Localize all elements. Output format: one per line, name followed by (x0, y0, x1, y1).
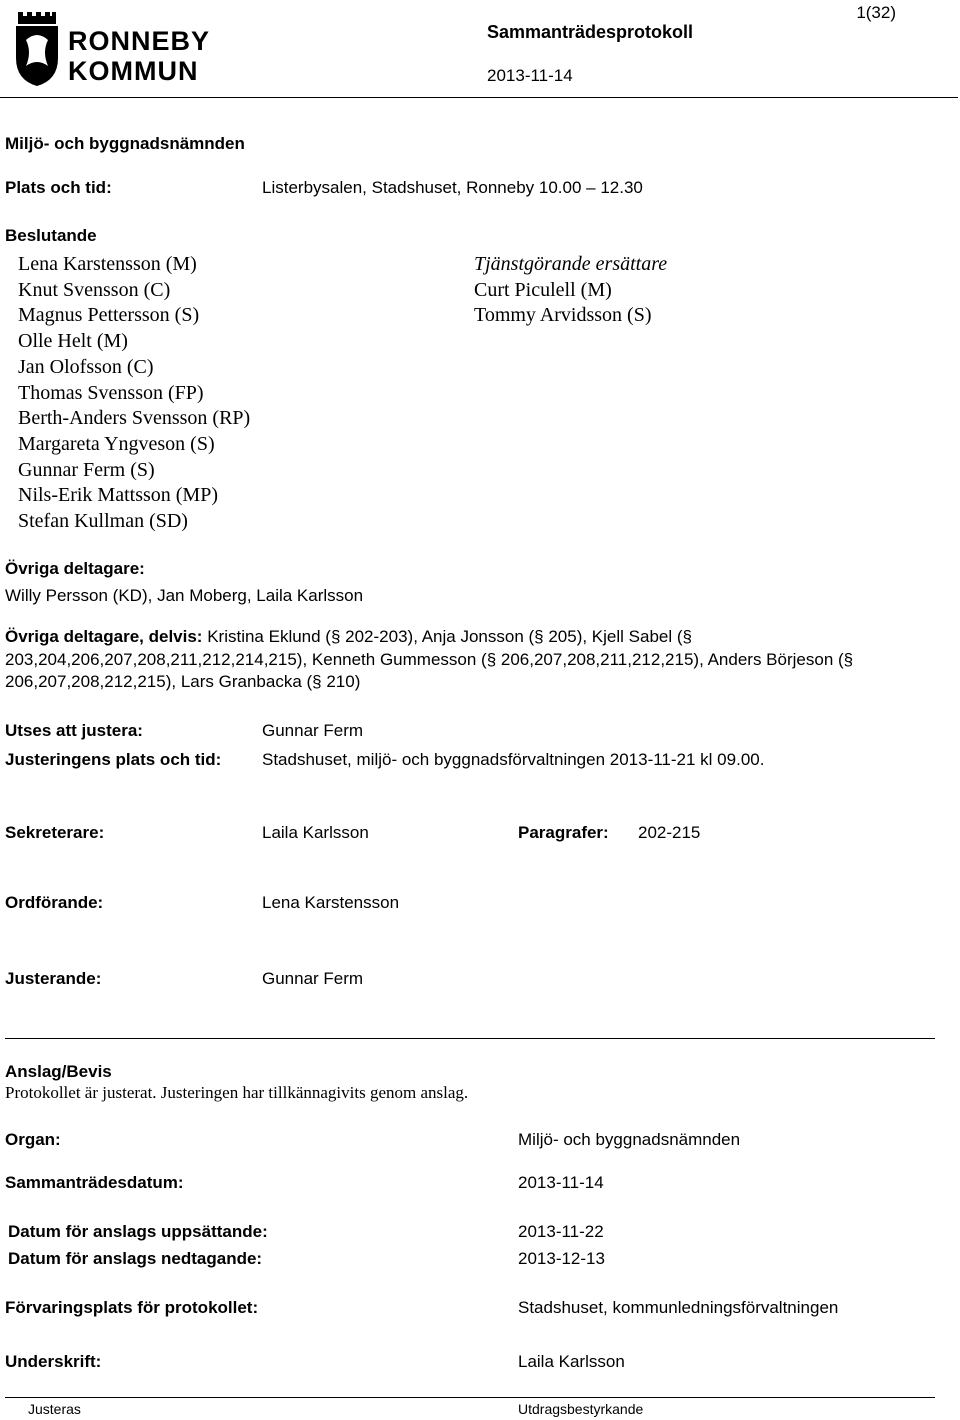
list-item: Tommy Arvidsson (S) (474, 304, 652, 327)
logo-text-kommun: KOMMUN (68, 56, 199, 86)
adjuster-value: Gunnar Ferm (262, 721, 364, 740)
list-item: Jan Olofsson (C) (18, 355, 154, 378)
substitute-list (474, 252, 667, 329)
adjusting-label: Justerande: (5, 969, 102, 988)
place-label: Plats och tid: (5, 178, 112, 197)
footer-left: Justeras (28, 1401, 81, 1417)
footer-divider (5, 1397, 935, 1398)
list-item: Knut Svensson (C) (18, 278, 171, 301)
meeting-date-label: Sammanträdesdatum: (5, 1173, 184, 1192)
notice-heading: Anslag/Bevis (5, 1062, 112, 1081)
posted-value: 2013-11-22 (518, 1222, 604, 1241)
adjusting-value: Gunnar Ferm (262, 969, 364, 988)
substitutes-heading: Tjänstgörande ersättare (474, 253, 668, 275)
organ-label: Organ: (5, 1130, 61, 1149)
ronneby-kommun-logo (12, 10, 222, 88)
header-date: 2013-11-14 (487, 66, 573, 85)
footer-right: Utdragsbestyrkande (518, 1401, 644, 1417)
committee-name: Miljö- och byggnadsnämnden (5, 134, 245, 153)
adjust-place-value: Stadshuset, miljö- och byggnadsförvaltningen 2013-11-21 kl 09.00. (262, 750, 765, 769)
member-list (18, 252, 250, 535)
chair-value: Lena Karstensson (262, 893, 400, 912)
list-item: Gunnar Ferm (S) (18, 458, 155, 481)
notice-divider (5, 1038, 935, 1039)
storage-label: Förvaringsplats för protokollet: (5, 1298, 259, 1317)
secretary-value: Laila Karlsson (262, 823, 369, 842)
signature-value: Laila Karlsson (518, 1352, 625, 1371)
meeting-date-value: 2013-11-14 (518, 1173, 604, 1192)
chair-label: Ordförande: (5, 893, 104, 912)
header-divider (0, 97, 958, 98)
storage-value: Stadshuset, kommunledningsförvaltningen (518, 1298, 839, 1317)
document-type: Sammanträdesprotokoll (487, 22, 694, 42)
list-item: Olle Helt (M) (18, 330, 128, 353)
list-item: Thomas Svensson (FP) (18, 381, 204, 404)
other-participants-value: Willy Persson (KD), Jan Moberg, Laila Karlsson (5, 586, 364, 605)
list-item: Margareta Yngveson (S) (18, 432, 215, 455)
adjuster-label: Utses att justera: (5, 721, 143, 740)
adjust-place-label: Justeringens plats och tid: (5, 750, 222, 769)
posted-label: Datum för anslags uppsättande: (8, 1222, 268, 1241)
list-item: Stefan Kullman (SD) (18, 510, 188, 533)
list-item: Magnus Pettersson (S) (18, 304, 200, 327)
partial-participants (5, 626, 905, 694)
paragraphs-label: Paragrafer: (518, 823, 609, 842)
other-participants-label: Övriga deltagare: (5, 559, 145, 578)
logo-text-ronneby: RONNEBY (68, 26, 211, 56)
removed-label: Datum för anslags nedtagande: (8, 1249, 263, 1268)
place-value: Listerbysalen, Stadshuset, Ronneby 10.00 – 12.30 (262, 178, 643, 197)
deciding-heading: Beslutande (5, 226, 97, 245)
removed-value: 2013-12-13 (518, 1249, 605, 1268)
list-item: Berth-Anders Svensson (RP) (18, 407, 251, 430)
paragraphs-value: 202-215 (638, 823, 701, 842)
page-number: 1(32) (856, 3, 896, 22)
secretary-label: Sekreterare: (5, 823, 105, 842)
list-item: Nils-Erik Mattsson (MP) (18, 484, 218, 507)
list-item: Lena Karstensson (M) (18, 253, 197, 275)
partial-participants-value: Kristina Eklund (§ 202-203), Anja Jonsson (§ 205), Kjell Sabel (§ 203,204,206,207,208,211,212,214,215), Kenneth Gummesson (§ 206,207,208,211,212,215), Anders Börjeson (§ 206,207,208,212,215), Lars Granbacka (§ 210) (5, 627, 854, 691)
notice-statement: Protokollet är justerat. Justeringen har tillkännagivits genom anslag. (5, 1083, 469, 1102)
list-item: Curt Piculell (M) (474, 278, 612, 301)
organ-value: Miljö- och byggnadsnämnden (518, 1130, 741, 1149)
signature-label: Underskrift: (5, 1352, 102, 1371)
partial-participants-label: Övriga deltagare, delvis: (5, 627, 203, 646)
